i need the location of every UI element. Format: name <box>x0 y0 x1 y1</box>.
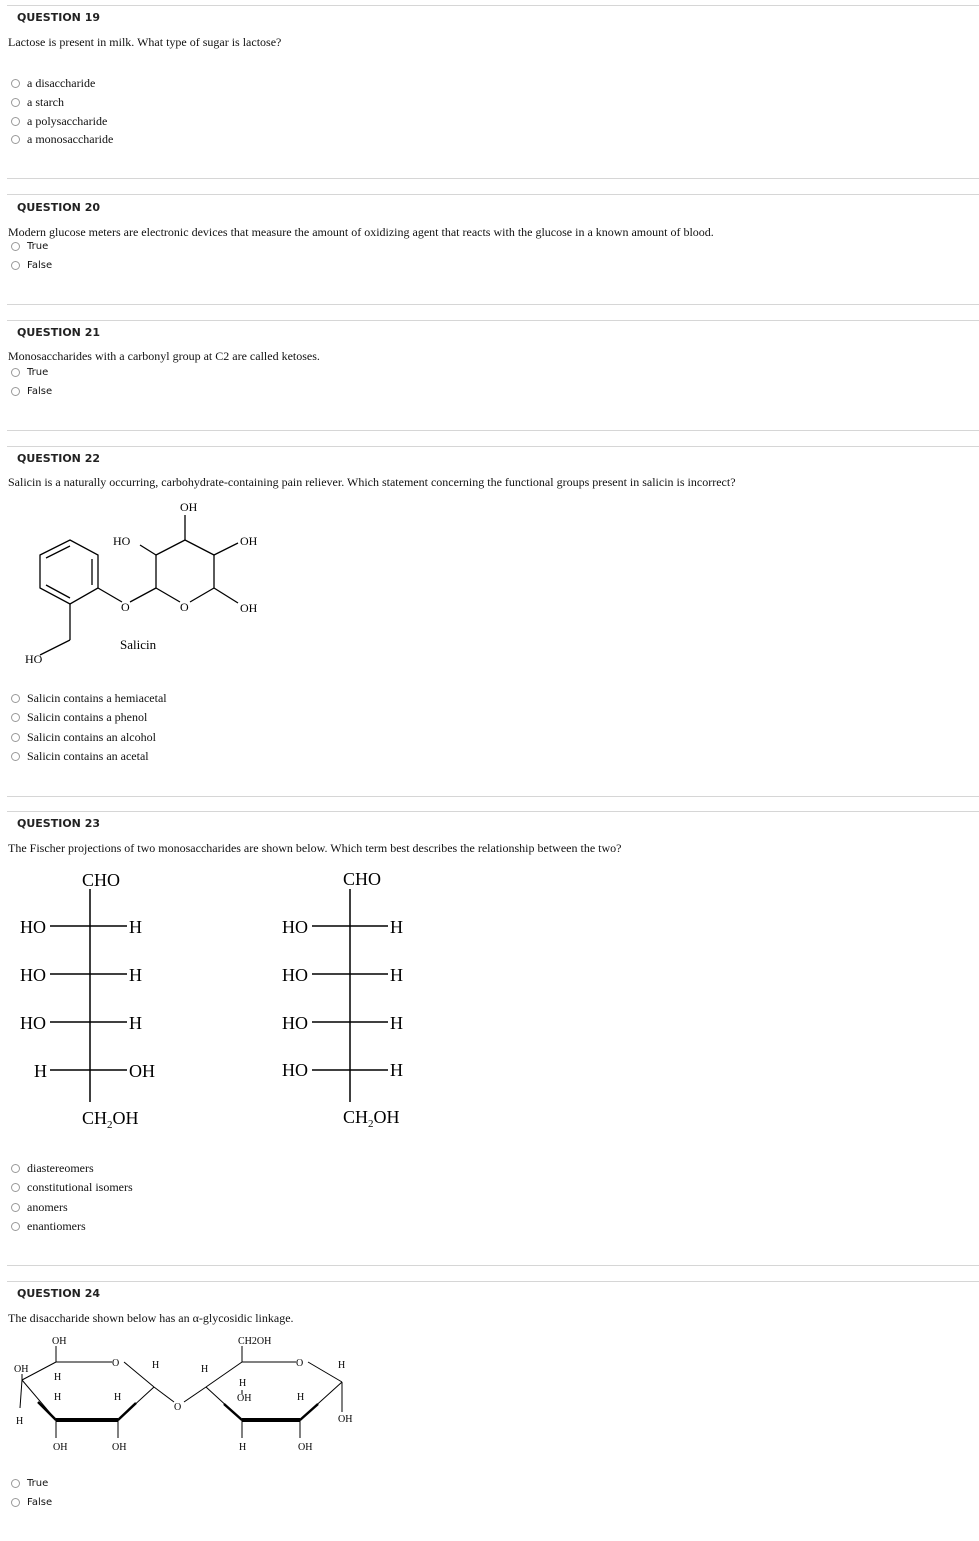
answer-option[interactable] <box>11 709 147 725</box>
question-text: Lactose is present in milk. What type of sugar is lactose? <box>8 35 282 49</box>
radio-button[interactable] <box>11 1479 20 1488</box>
divider <box>7 430 979 431</box>
figure-caption: Salicin <box>120 637 157 652</box>
question-title: QUESTION 19 <box>17 11 101 24</box>
radio-button[interactable] <box>11 1164 20 1173</box>
label-substituent: HO <box>282 965 308 985</box>
answer-option[interactable] <box>11 748 149 764</box>
radio-button[interactable] <box>11 79 20 88</box>
option-label: a monosaccharide <box>27 131 114 146</box>
option-label: True <box>27 1477 49 1489</box>
label-cho: CHO <box>82 870 121 890</box>
answer-option[interactable] <box>11 75 95 91</box>
label-h: H <box>16 1416 24 1427</box>
label-h: H <box>152 1360 160 1371</box>
label-o: O <box>180 600 189 614</box>
label-h: H <box>54 1392 62 1403</box>
radio-button[interactable] <box>11 1183 20 1192</box>
label-ch2oh <box>82 1108 139 1131</box>
label-oh: OH <box>298 1442 313 1453</box>
question-title: QUESTION 23 <box>17 817 101 830</box>
radio-button[interactable] <box>11 117 20 126</box>
question-text: Salicin is a naturally occurring, carbohydrate-containing pain reliever. Which statement concerning the functional groups present in salicin is incorrect? <box>8 475 736 489</box>
option-label: True <box>27 240 49 252</box>
label-ch2oh <box>343 1107 400 1130</box>
label-oh: OH <box>112 1442 127 1453</box>
disaccharide-structure <box>0 1330 370 1460</box>
question-title: QUESTION 20 <box>17 201 101 214</box>
divider <box>7 811 979 812</box>
option-label: Salicin contains an acetal <box>27 748 149 763</box>
label-part: OH <box>373 1107 400 1127</box>
label-o: O <box>121 600 130 614</box>
radio-button[interactable] <box>11 261 20 270</box>
answer-option[interactable] <box>11 113 107 129</box>
label-part: OH <box>112 1108 139 1128</box>
answer-option[interactable] <box>11 1160 94 1176</box>
label-h: H <box>114 1392 122 1403</box>
fischer-projections <box>0 862 460 1137</box>
label-h: H <box>239 1442 247 1453</box>
question-text: Modern glucose meters are electronic devices that measure the amount of oxidizing agent that reacts with the glucose in a known amount of blood. <box>8 225 714 239</box>
question-title: QUESTION 21 <box>17 326 101 339</box>
label-substituent: H <box>390 1060 403 1080</box>
option-label: Salicin contains a hemiacetal <box>27 690 167 705</box>
question-title: QUESTION 22 <box>17 452 101 465</box>
divider <box>7 1265 979 1266</box>
label-o: O <box>112 1358 120 1369</box>
label-h: H <box>239 1378 247 1389</box>
answer-option[interactable] <box>11 1218 86 1234</box>
label-substituent: H <box>129 917 142 937</box>
radio-button[interactable] <box>11 242 20 251</box>
divider <box>7 446 979 447</box>
label-oh: OH <box>338 1414 353 1425</box>
radio-button[interactable] <box>11 387 20 396</box>
label-o: O <box>296 1358 304 1369</box>
answer-option[interactable] <box>11 729 156 745</box>
label-substituent: HO <box>282 1060 308 1080</box>
option-label: anomers <box>27 1199 68 1214</box>
answer-option[interactable] <box>11 1199 68 1215</box>
label-oh: OH <box>180 500 198 514</box>
label-subscript: 2 <box>107 1119 113 1131</box>
label-substituent: H <box>34 1061 47 1081</box>
label-substituent: HO <box>282 1013 308 1033</box>
divider <box>7 194 979 195</box>
answer-option[interactable] <box>11 1494 52 1510</box>
question-text: The disaccharide shown below has an α-glycosidic linkage. <box>8 1311 294 1325</box>
label-ho: HO <box>25 652 43 666</box>
radio-button[interactable] <box>11 1498 20 1507</box>
answer-option[interactable] <box>11 690 167 706</box>
divider <box>7 320 979 321</box>
label-oh: OH <box>240 601 258 615</box>
option-label: False <box>27 1496 53 1508</box>
label-oh: OH <box>237 1393 252 1404</box>
label-substituent: H <box>390 917 403 937</box>
option-label: a disaccharide <box>27 75 96 90</box>
radio-button[interactable] <box>11 713 20 722</box>
label-substituent: H <box>129 965 142 985</box>
label-substituent: HO <box>20 1013 46 1033</box>
option-label: True <box>27 366 49 378</box>
radio-button[interactable] <box>11 368 20 377</box>
question-title: QUESTION 24 <box>17 1287 101 1300</box>
answer-option[interactable] <box>11 94 64 110</box>
radio-button[interactable] <box>11 1203 20 1212</box>
label-substituent: HO <box>20 965 46 985</box>
option-label: Salicin contains an alcohol <box>27 729 156 744</box>
option-label: False <box>27 385 53 397</box>
label-oh: OH <box>14 1364 29 1375</box>
salicin-structure <box>0 495 300 670</box>
radio-button[interactable] <box>11 1222 20 1231</box>
label-substituent: H <box>129 1013 142 1033</box>
radio-button[interactable] <box>11 752 20 761</box>
radio-button[interactable] <box>11 733 20 742</box>
radio-button[interactable] <box>11 98 20 107</box>
divider <box>7 304 979 305</box>
option-label: Salicin contains a phenol <box>27 709 148 724</box>
label-oh: OH <box>53 1442 68 1453</box>
answer-option[interactable] <box>11 383 52 399</box>
label-h: H <box>297 1392 305 1403</box>
label-ho: HO <box>113 534 131 548</box>
divider <box>7 1281 979 1282</box>
label-o: O <box>174 1402 182 1413</box>
label-substituent: H <box>390 965 403 985</box>
label-part: CH <box>343 1107 369 1127</box>
label-cho: CHO <box>343 869 382 889</box>
label-substituent: HO <box>20 917 46 937</box>
option-label: diastereomers <box>27 1160 94 1175</box>
label-oh: OH <box>52 1336 67 1347</box>
question-text: The Fischer projections of two monosaccharides are shown below. Which term best describes the relationship between the two? <box>8 841 622 855</box>
answer-option[interactable] <box>11 131 113 147</box>
answer-option[interactable] <box>11 1179 133 1195</box>
radio-button[interactable] <box>11 694 20 703</box>
question-text: Monosaccharides with a carbonyl group at C2 are called ketoses. <box>8 349 320 363</box>
label-h: H <box>338 1360 346 1371</box>
option-label: False <box>27 259 53 271</box>
divider <box>7 796 979 797</box>
divider <box>7 5 979 6</box>
answer-option[interactable] <box>11 364 48 380</box>
answer-option[interactable] <box>11 257 52 273</box>
label-substituent: H <box>390 1013 403 1033</box>
answer-option[interactable] <box>11 238 48 254</box>
label-substituent: HO <box>282 917 308 937</box>
label-part: CH <box>82 1108 108 1128</box>
radio-button[interactable] <box>11 135 20 144</box>
option-label: constitutional isomers <box>27 1179 133 1194</box>
option-label: a starch <box>27 94 64 109</box>
option-label: a polysaccharide <box>27 113 108 128</box>
label-substituent: OH <box>129 1061 155 1081</box>
answer-option[interactable] <box>11 1475 48 1491</box>
label-h: H <box>54 1372 62 1383</box>
option-label: enantiomers <box>27 1218 86 1233</box>
label-oh: OH <box>240 534 258 548</box>
label-h: H <box>201 1364 209 1375</box>
label-ch2oh: CH2OH <box>238 1336 272 1347</box>
divider <box>7 178 979 179</box>
label-subscript: 2 <box>368 1118 374 1130</box>
